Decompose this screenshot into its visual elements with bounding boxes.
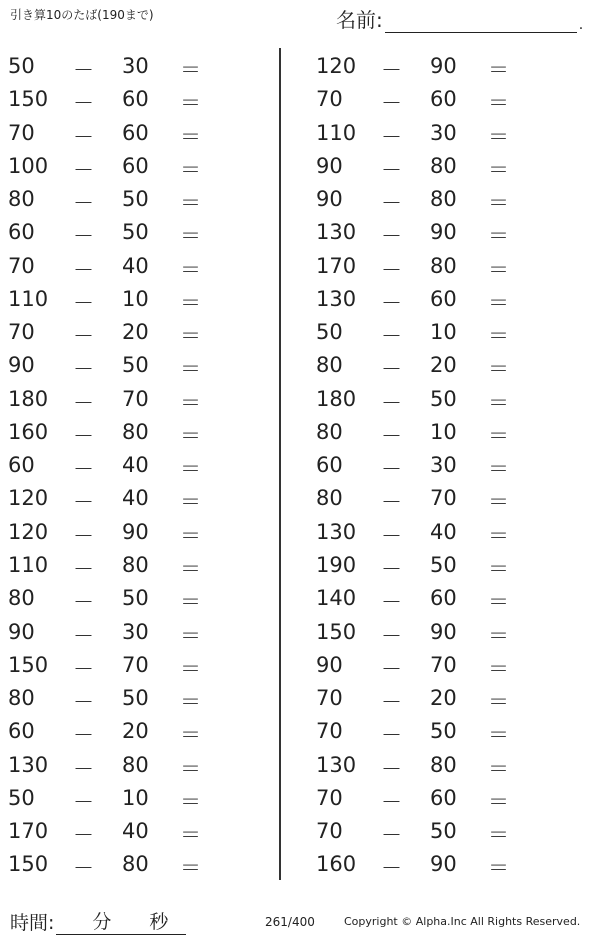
equals-sign: ＝ xyxy=(180,91,201,116)
minus-sign: － xyxy=(381,257,402,282)
minus-sign: － xyxy=(381,490,402,515)
minuend: 70 xyxy=(316,686,343,711)
minuend: 80 xyxy=(8,187,35,212)
minuend: 160 xyxy=(8,419,49,444)
equals-sign: ＝ xyxy=(488,157,509,182)
equals-sign: ＝ xyxy=(488,823,509,848)
equals-sign: ＝ xyxy=(180,224,201,249)
minus-sign: － xyxy=(73,157,94,182)
minus-sign: － xyxy=(73,723,94,748)
equals-sign: ＝ xyxy=(488,58,509,82)
subtrahend: 80 xyxy=(430,153,457,178)
minuend: 70 xyxy=(316,719,343,744)
minus-sign: － xyxy=(73,58,94,82)
minus-sign: － xyxy=(73,124,94,149)
minuend: 100 xyxy=(8,153,49,178)
subtrahend: 90 xyxy=(122,519,149,544)
equals-sign: ＝ xyxy=(180,856,201,881)
subtrahend: 60 xyxy=(430,286,457,311)
minus-sign: － xyxy=(73,856,94,881)
equals-sign: ＝ xyxy=(488,457,509,482)
minuend: 170 xyxy=(8,819,49,844)
equals-sign: ＝ xyxy=(488,124,509,149)
subtrahend: 50 xyxy=(122,686,149,711)
minuend: 90 xyxy=(8,619,35,644)
minus-sign: － xyxy=(381,656,402,681)
worksheet-title: 引き算10のたば(190まで) xyxy=(10,8,154,22)
equals-sign: ＝ xyxy=(180,324,201,349)
minus-sign: － xyxy=(381,756,402,781)
minuend: 150 xyxy=(316,619,357,644)
minus-sign: － xyxy=(381,191,402,216)
minuend: 120 xyxy=(8,486,49,511)
minus-sign: － xyxy=(381,423,402,448)
minuend: 80 xyxy=(8,586,35,611)
minus-sign: － xyxy=(381,324,402,349)
subtrahend: 10 xyxy=(430,320,457,345)
minus-sign: － xyxy=(73,457,94,482)
minus-sign: － xyxy=(381,157,402,182)
subtrahend: 60 xyxy=(430,586,457,611)
minus-sign: － xyxy=(381,357,402,382)
equals-sign: ＝ xyxy=(488,789,509,814)
subtrahend: 80 xyxy=(430,187,457,212)
minus-sign: － xyxy=(73,789,94,814)
minus-sign: － xyxy=(73,91,94,116)
subtrahend: 10 xyxy=(122,785,149,810)
minus-sign: － xyxy=(381,58,402,82)
minuend: 150 xyxy=(8,652,49,677)
subtrahend: 80 xyxy=(430,752,457,777)
subtrahend: 50 xyxy=(122,586,149,611)
minuend: 120 xyxy=(8,519,49,544)
minuend: 70 xyxy=(316,785,343,810)
subtrahend: 60 xyxy=(122,87,149,112)
minus-sign: － xyxy=(381,224,402,249)
minuend: 80 xyxy=(316,419,343,444)
name-dot: . xyxy=(578,17,584,33)
subtrahend: 60 xyxy=(122,153,149,178)
subtrahend: 40 xyxy=(122,486,149,511)
minuend: 110 xyxy=(8,552,49,577)
minuend: 80 xyxy=(316,486,343,511)
minuend: 70 xyxy=(8,120,35,145)
minus-sign: － xyxy=(381,91,402,116)
minuend: 110 xyxy=(8,286,49,311)
equals-sign: ＝ xyxy=(180,58,201,82)
minus-sign: － xyxy=(73,556,94,581)
subtrahend: 90 xyxy=(430,54,457,78)
subtrahend: 70 xyxy=(430,652,457,677)
minus-sign: － xyxy=(381,623,402,648)
time-label: 時間: xyxy=(10,912,55,934)
subtrahend: 30 xyxy=(122,619,149,644)
subtrahend: 30 xyxy=(430,453,457,478)
minuend: 90 xyxy=(316,652,343,677)
subtrahend: 80 xyxy=(122,552,149,577)
minuend: 50 xyxy=(8,54,35,78)
minus-sign: － xyxy=(73,590,94,615)
minus-sign: － xyxy=(73,690,94,715)
equals-sign: ＝ xyxy=(488,656,509,681)
minuend: 70 xyxy=(316,87,343,112)
minuend: 170 xyxy=(316,253,357,278)
equals-sign: ＝ xyxy=(180,157,201,182)
subtrahend: 40 xyxy=(430,519,457,544)
subtrahend: 60 xyxy=(430,785,457,810)
minus-sign: － xyxy=(73,224,94,249)
subtrahend: 10 xyxy=(122,286,149,311)
subtrahend: 50 xyxy=(430,719,457,744)
subtrahend: 80 xyxy=(122,419,149,444)
minus-sign: － xyxy=(381,590,402,615)
subtrahend: 20 xyxy=(430,353,457,378)
equals-sign: ＝ xyxy=(180,590,201,615)
minuend: 180 xyxy=(8,386,49,411)
minus-sign: － xyxy=(73,423,94,448)
minus-sign: － xyxy=(381,690,402,715)
subtrahend: 40 xyxy=(122,253,149,278)
equals-sign: ＝ xyxy=(180,723,201,748)
time-field xyxy=(10,908,186,935)
minuend: 90 xyxy=(8,353,35,378)
equals-sign: ＝ xyxy=(180,789,201,814)
subtrahend: 50 xyxy=(122,353,149,378)
equals-sign: ＝ xyxy=(180,556,201,581)
minuend: 90 xyxy=(316,187,343,212)
minuend: 70 xyxy=(8,253,35,278)
minuend: 80 xyxy=(8,686,35,711)
subtrahend: 50 xyxy=(122,187,149,212)
minuend: 180 xyxy=(316,386,357,411)
minuend: 50 xyxy=(316,320,343,345)
equals-sign: ＝ xyxy=(180,690,201,715)
subtrahend: 60 xyxy=(430,87,457,112)
minuend: 90 xyxy=(316,153,343,178)
minus-sign: － xyxy=(73,656,94,681)
subtrahend: 50 xyxy=(430,552,457,577)
equals-sign: ＝ xyxy=(180,656,201,681)
equals-sign: ＝ xyxy=(488,357,509,382)
minus-sign: － xyxy=(73,623,94,648)
minuend: 80 xyxy=(316,353,343,378)
minuend: 50 xyxy=(8,785,35,810)
equals-sign: ＝ xyxy=(488,257,509,282)
minus-sign: － xyxy=(73,290,94,315)
minuend: 60 xyxy=(8,719,35,744)
minuend: 130 xyxy=(316,286,357,311)
subtrahend: 80 xyxy=(122,752,149,777)
equals-sign: ＝ xyxy=(180,390,201,415)
minus-sign: － xyxy=(73,191,94,216)
equals-sign: ＝ xyxy=(180,290,201,315)
equals-sign: ＝ xyxy=(488,290,509,315)
minuend: 130 xyxy=(316,220,357,245)
page-number: 261/400 xyxy=(265,915,315,929)
minuend: 130 xyxy=(316,752,357,777)
equals-sign: ＝ xyxy=(488,856,509,881)
subtrahend: 70 xyxy=(122,386,149,411)
subtrahend: 50 xyxy=(430,819,457,844)
subtrahend: 20 xyxy=(430,686,457,711)
column-divider xyxy=(279,48,281,880)
minus-sign: － xyxy=(73,257,94,282)
equals-sign: ＝ xyxy=(180,457,201,482)
subtrahend: 90 xyxy=(430,619,457,644)
minus-sign: － xyxy=(73,490,94,515)
equals-sign: ＝ xyxy=(488,423,509,448)
minutes-label: 分 xyxy=(92,911,112,933)
equals-sign: ＝ xyxy=(488,523,509,548)
equals-sign: ＝ xyxy=(488,324,509,349)
minuend: 60 xyxy=(8,220,35,245)
equals-sign: ＝ xyxy=(488,590,509,615)
subtrahend: 90 xyxy=(430,852,457,877)
equals-sign: ＝ xyxy=(488,91,509,116)
equals-sign: ＝ xyxy=(180,191,201,216)
equals-sign: ＝ xyxy=(180,257,201,282)
minus-sign: － xyxy=(73,823,94,848)
minus-sign: － xyxy=(381,856,402,881)
minus-sign: － xyxy=(73,390,94,415)
equals-sign: ＝ xyxy=(180,357,201,382)
minuend: 70 xyxy=(8,320,35,345)
equals-sign: ＝ xyxy=(488,690,509,715)
name-field xyxy=(336,4,583,33)
subtrahend: 60 xyxy=(122,120,149,145)
equals-sign: ＝ xyxy=(180,523,201,548)
minus-sign: － xyxy=(381,723,402,748)
equals-sign: ＝ xyxy=(180,623,201,648)
name-label: 名前: xyxy=(336,8,383,32)
subtrahend: 40 xyxy=(122,819,149,844)
minuend: 130 xyxy=(8,752,49,777)
subtrahend: 70 xyxy=(122,652,149,677)
subtrahend: 50 xyxy=(122,220,149,245)
subtrahend: 50 xyxy=(430,386,457,411)
minus-sign: － xyxy=(381,556,402,581)
equals-sign: ＝ xyxy=(488,191,509,216)
minus-sign: － xyxy=(73,756,94,781)
minuend: 140 xyxy=(316,586,357,611)
minus-sign: － xyxy=(73,523,94,548)
equals-sign: ＝ xyxy=(488,390,509,415)
subtrahend: 80 xyxy=(122,852,149,877)
equals-sign: ＝ xyxy=(488,224,509,249)
equals-sign: ＝ xyxy=(488,490,509,515)
minuend: 160 xyxy=(316,852,357,877)
minuend: 130 xyxy=(316,519,357,544)
minus-sign: － xyxy=(381,290,402,315)
minuend: 120 xyxy=(316,54,357,78)
subtrahend: 80 xyxy=(430,253,457,278)
equals-sign: ＝ xyxy=(488,556,509,581)
copyright-notice: Copyright © Alpha.Inc All Rights Reserved. xyxy=(344,915,581,928)
equals-sign: ＝ xyxy=(488,623,509,648)
minus-sign: － xyxy=(381,789,402,814)
equals-sign: ＝ xyxy=(180,823,201,848)
equals-sign: ＝ xyxy=(180,756,201,781)
subtrahend: 20 xyxy=(122,719,149,744)
minus-sign: － xyxy=(381,457,402,482)
equals-sign: ＝ xyxy=(180,423,201,448)
minuend: 150 xyxy=(8,852,49,877)
subtrahend: 70 xyxy=(430,486,457,511)
name-blank-line[interactable] xyxy=(385,12,577,33)
seconds-label: 秒 xyxy=(149,911,169,933)
minus-sign: － xyxy=(73,357,94,382)
subtrahend: 30 xyxy=(122,54,149,78)
minuend: 70 xyxy=(316,819,343,844)
subtrahend: 90 xyxy=(430,220,457,245)
minuend: 150 xyxy=(8,87,49,112)
minuend: 60 xyxy=(316,453,343,478)
equals-sign: ＝ xyxy=(180,490,201,515)
minus-sign: － xyxy=(73,324,94,349)
minus-sign: － xyxy=(381,823,402,848)
subtrahend: 10 xyxy=(430,419,457,444)
minuend: 60 xyxy=(8,453,35,478)
minus-sign: － xyxy=(381,523,402,548)
equals-sign: ＝ xyxy=(488,756,509,781)
minus-sign: － xyxy=(381,390,402,415)
minus-sign: － xyxy=(381,124,402,149)
time-blank-line[interactable] xyxy=(56,911,186,935)
equals-sign: ＝ xyxy=(488,723,509,748)
equals-sign: ＝ xyxy=(180,124,201,149)
subtrahend: 20 xyxy=(122,320,149,345)
minuend: 110 xyxy=(316,120,357,145)
subtrahend: 40 xyxy=(122,453,149,478)
subtrahend: 30 xyxy=(430,120,457,145)
minuend: 190 xyxy=(316,552,357,577)
